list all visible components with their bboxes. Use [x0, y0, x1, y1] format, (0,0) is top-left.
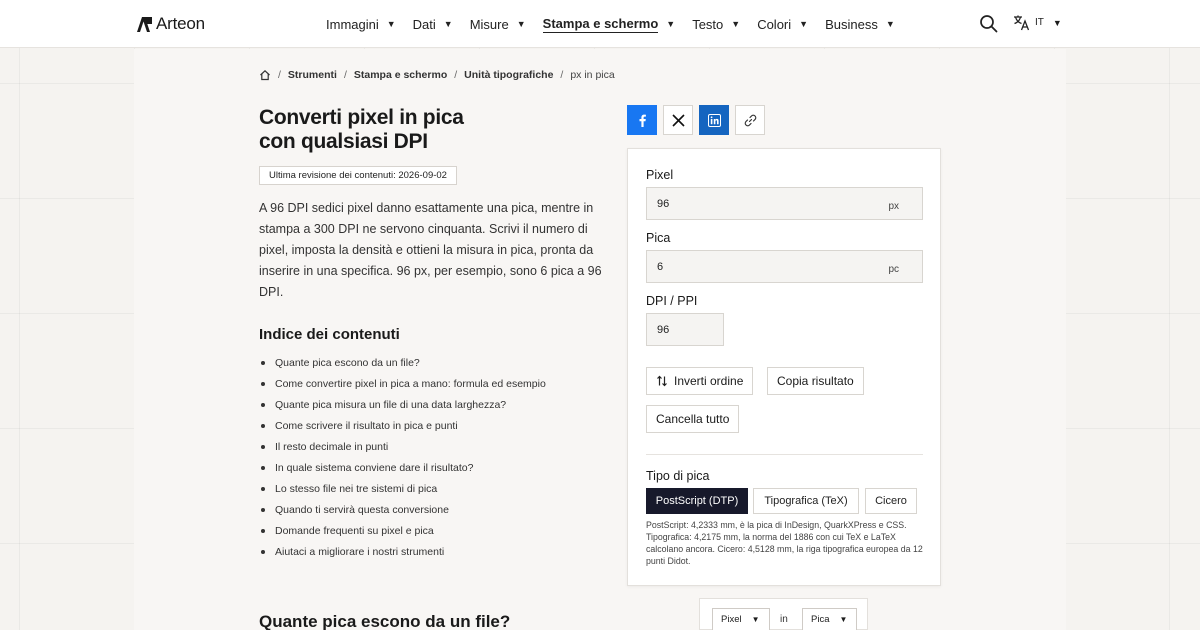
breadcrumb-item-unita-tipografiche[interactable]: Unità tipografiche [464, 69, 554, 81]
breadcrumb-current: px in pica [570, 69, 615, 81]
nav-item-immagini[interactable]: Immagini ▼ [326, 16, 396, 32]
nav-item-misure[interactable]: Misure ▼ [469, 16, 526, 32]
pixel-value: 96 [657, 197, 670, 210]
copy-result-label: Copia risultato [777, 374, 854, 388]
x-icon [672, 114, 685, 127]
language-selector[interactable] [1013, 14, 1062, 31]
chevron-down-icon: ▼ [839, 615, 848, 624]
mini-in-label: in [780, 614, 788, 625]
site-header [0, 0, 1200, 48]
section-heading: Quante pica escono da un file? [259, 612, 511, 630]
converter-card [627, 148, 941, 586]
chevron-down-icon: ▼ [386, 19, 396, 29]
toc-item[interactable]: Il resto decimale in punti [259, 436, 546, 457]
toc-list [259, 352, 546, 562]
pica-unit: pc [888, 264, 899, 275]
pixel-label: Pixel [646, 168, 674, 182]
chevron-down-icon: ▼ [731, 19, 741, 29]
nav-item-testo[interactable]: Testo ▼ [692, 16, 741, 32]
pica-value: 6 [657, 260, 664, 273]
link-icon [744, 114, 757, 127]
share-buttons [627, 105, 765, 135]
translate-icon [1013, 14, 1030, 31]
chevron-down-icon: ▼ [885, 19, 895, 29]
toc-item[interactable]: Aiutaci a migliorare i nostri strumenti [259, 541, 546, 562]
breadcrumb-item-strumenti[interactable]: Strumenti [287, 69, 337, 81]
nav-item-dati[interactable]: Dati ▼ [412, 16, 453, 32]
breadcrumb-separator: / [278, 69, 281, 81]
main-nav [326, 0, 912, 48]
clear-all-button[interactable] [646, 405, 739, 433]
breadcrumb [259, 69, 615, 81]
clear-all-label: Cancella tutto [656, 412, 730, 426]
chevron-down-icon: ▼ [516, 19, 526, 29]
to-unit-select[interactable] [802, 608, 857, 630]
toc-title: Indice dei contenuti [259, 326, 400, 343]
share-linkedin-button[interactable] [699, 105, 729, 135]
swap-label: Inverti ordine [674, 374, 744, 388]
pica-type-tex[interactable]: Tipografica (TeX) [753, 488, 859, 514]
swap-icon [656, 375, 668, 387]
breadcrumb-item-stampa-e-schermo[interactable]: Stampa e schermo [353, 69, 448, 81]
intro-paragraph: A 96 DPI sedici pixel danno esattamente una pica, mentre in stampa a 300 DPI ne servono cinquanta. Scrivi il numero di pixel, imposta la densità e ottieni la misura in pica, pronta da inserire in una specifica. 96 px, per esempio, sono 6 pica a 96 DPI. [259, 201, 602, 299]
toc-item[interactable]: Come convertire pixel in pica a mano: formula ed esempio [259, 373, 546, 394]
home-icon[interactable] [259, 69, 271, 81]
pica-type-description: PostScript: 4,2333 mm, è la pica di InDesign, QuarkXPress e CSS. Tipografica: 4,2175 mm, la norma del 1886 con cui TeX e LaTeX calcolano ancora. Cicero: 4,5128 mm, la riga tipografica europea da 12 punti Didot. [646, 520, 923, 566]
dpi-input[interactable] [646, 313, 724, 346]
chevron-down-icon: ▼ [751, 615, 760, 624]
pica-label: Pica [646, 231, 671, 245]
toc-item[interactable]: Domande frequenti su pixel e pica [259, 520, 546, 541]
page-title-line1: Converti pixel in pica [259, 106, 464, 129]
logo-text: Arteon [156, 14, 205, 33]
breadcrumb-separator: / [560, 69, 564, 81]
from-unit-select[interactable] [712, 608, 770, 630]
chevron-down-icon: ▼ [799, 19, 809, 29]
share-facebook-button[interactable] [627, 105, 657, 135]
language-code: IT [1035, 17, 1044, 28]
page-title-line2: con qualsiasi DPI [259, 130, 428, 153]
from-unit-value: Pixel [721, 614, 742, 625]
logo[interactable] [137, 14, 205, 34]
share-x-button[interactable] [663, 105, 693, 135]
mini-converter [699, 598, 868, 630]
toc-item[interactable]: Quante pica escono da un file? [259, 352, 546, 373]
revision-badge: Ultima revisione dei contenuti: 2026-09-02 [259, 166, 457, 185]
swap-button[interactable] [646, 367, 753, 395]
toc-item[interactable]: Quando ti servirà questa conversione [259, 499, 546, 520]
linkedin-icon [708, 114, 721, 127]
dpi-label: DPI / PPI [646, 294, 698, 308]
to-unit-value: Pica [811, 614, 830, 625]
breadcrumb-separator: / [343, 69, 347, 81]
dpi-value: 96 [657, 323, 670, 336]
chevron-down-icon: ▼ [1052, 17, 1062, 28]
breadcrumb-separator: / [454, 69, 458, 81]
toc-item[interactable]: Come scrivere il risultato in pica e punti [259, 415, 546, 436]
pixel-unit: px [888, 201, 899, 212]
divider [646, 454, 923, 455]
pica-input[interactable] [646, 250, 923, 283]
facebook-icon [636, 114, 649, 127]
copy-result-button[interactable] [767, 367, 864, 395]
page-title [259, 106, 589, 154]
toc-item[interactable]: Quante pica misura un file di una data larghezza? [259, 394, 546, 415]
pica-type-postscript[interactable]: PostScript (DTP) [646, 488, 748, 514]
nav-item-colori[interactable]: Colori ▼ [757, 16, 809, 32]
toc-item[interactable]: Lo stesso file nei tre sistemi di pica [259, 478, 546, 499]
logo-icon [137, 17, 152, 32]
toc-item[interactable]: In quale sistema conviene dare il risultato? [259, 457, 546, 478]
nav-item-business[interactable]: Business ▼ [825, 16, 895, 32]
chevron-down-icon: ▼ [666, 19, 676, 29]
nav-item-stampa-e-schermo[interactable]: Stampa e schermo ▼ [542, 15, 676, 31]
pixel-input[interactable] [646, 187, 923, 220]
pica-type-cicero[interactable]: Cicero [865, 488, 917, 514]
search-icon[interactable] [979, 14, 998, 33]
chevron-down-icon: ▼ [443, 19, 453, 29]
pica-type-label: Tipo di pica [646, 469, 710, 483]
copy-link-button[interactable] [735, 105, 765, 135]
